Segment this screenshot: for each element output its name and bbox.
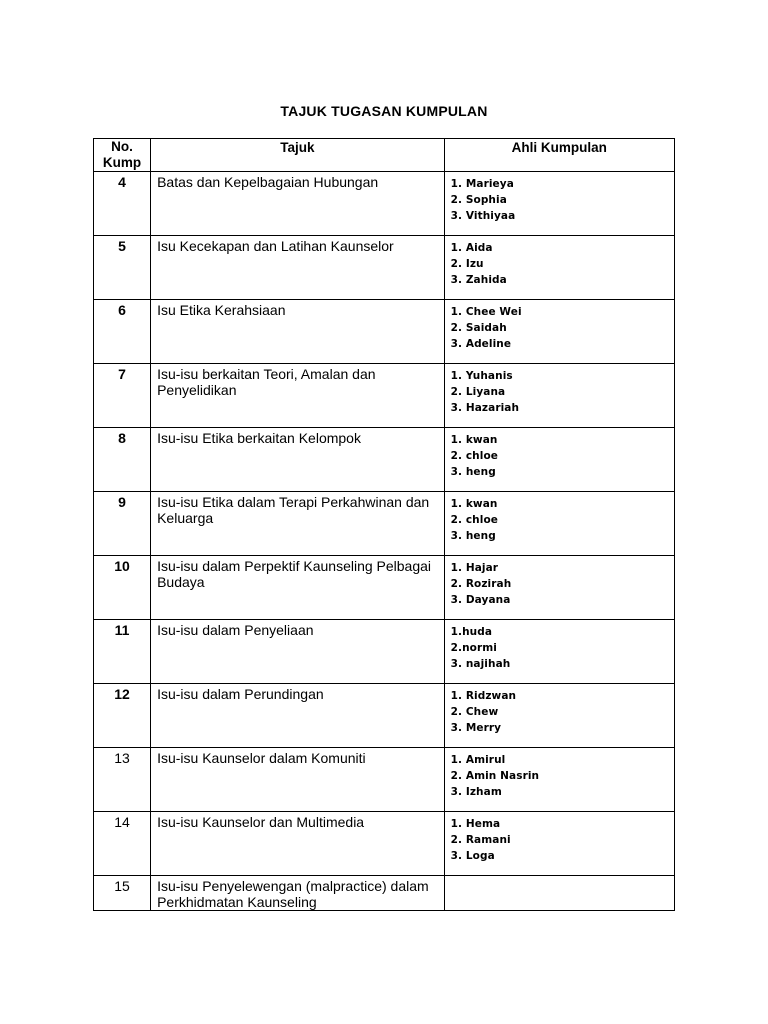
member-name: 1. Aida [450,242,493,254]
table-header-row [94,139,675,172]
member-name: 3. Merry [450,722,502,735]
member-name: 3. Dayana [450,594,511,607]
group-number: 4 [94,172,151,236]
group-number: 7 [94,364,151,428]
table-row [94,876,675,911]
member-name: 1. Marieya [450,178,514,190]
group-members [444,684,674,748]
group-number: 5 [94,236,151,300]
group-members [444,364,674,428]
member-name: 1. Amirul [450,754,506,766]
topic-title: Isu-isu dalam Perpektif Kaunseling Pelbagai Budaya [151,556,445,620]
topic-title: Isu Etika Kerahsiaan [151,300,445,364]
member-name: 1. Hema [450,818,501,830]
table-row [94,620,675,684]
member-name: 3. heng [450,530,496,543]
topic-title: Isu-isu Etika dalam Terapi Perkahwinan dan Keluarga [151,492,445,556]
topic-title: Isu-isu dalam Penyeliaan [151,620,445,684]
table-row [94,492,675,556]
table-row [94,812,675,876]
header-ahli-kumpulan: Ahli Kumpulan [444,139,674,172]
group-members [444,556,674,620]
member-name: 2.normi [450,642,497,655]
group-number: 12 [94,684,151,748]
group-number: 9 [94,492,151,556]
table-row [94,684,675,748]
member-name: 2. Sophia [450,194,507,207]
topic-title: Isu Kecekapan dan Latihan Kaunselor [151,236,445,300]
member-name: 1.huda [450,626,493,638]
member-name: 3. heng [450,466,496,479]
member-name: 3. Izham [450,786,502,799]
table-row [94,748,675,812]
group-members [444,620,674,684]
member-name: 2. Izu [450,258,484,271]
member-name: 2. Ramani [450,834,511,847]
group-members [444,236,674,300]
table-row [94,428,675,492]
member-name: 1. Hajar [450,562,499,574]
member-name: 1. Yuhanis [450,370,513,382]
table-row [94,364,675,428]
group-members [444,492,674,556]
member-name: 2. chloe [450,514,498,527]
member-name: 2. Amin Nasrin [450,770,540,783]
table-row [94,556,675,620]
topic-title: Isu-isu Kaunselor dan Multimedia [151,812,445,876]
member-name: 2. chloe [450,450,498,463]
group-members [444,748,674,812]
group-members [444,172,674,236]
group-members [444,876,674,911]
group-number: 15 [94,876,151,911]
member-name: 3. Hazariah [450,402,520,415]
member-name: 1. kwan [450,498,498,510]
document-title: TAJUK TUGASAN KUMPULAN [280,103,488,119]
topic-title: Batas dan Kepelbagaian Hubungan [151,172,445,236]
topic-title: Isu-isu Etika berkaitan Kelompok [151,428,445,492]
member-name: 2. Saidah [450,322,507,335]
member-name: 1. Ridzwan [450,690,517,702]
member-name: 3. Zahida [450,274,507,287]
member-name: 2. Chew [450,706,499,719]
group-number: 14 [94,812,151,876]
member-name: 2. Liyana [450,386,506,399]
group-members [444,812,674,876]
member-name: 3. najihah [450,658,511,671]
group-assignment-table [93,138,675,911]
group-number: 6 [94,300,151,364]
topic-title: Isu-isu dalam Perundingan [151,684,445,748]
group-number: 13 [94,748,151,812]
group-number: 8 [94,428,151,492]
group-number: 11 [94,620,151,684]
topic-title: Isu-isu Penyelewengan (malpractice) dalam Perkhidmatan Kaunseling [151,876,445,911]
table-row [94,172,675,236]
header-no-kump: No. Kump [94,139,151,172]
table-row [94,300,675,364]
member-name: 3. Loga [450,850,495,863]
group-members [444,428,674,492]
member-name: 1. Chee Wei [450,306,522,318]
member-name: 3. Vithiyaa [450,210,516,223]
table-row [94,236,675,300]
group-number: 10 [94,556,151,620]
group-members [444,300,674,364]
member-name: 1. kwan [450,434,498,446]
topic-title: Isu-isu Kaunselor dalam Komuniti [151,748,445,812]
topic-title: Isu-isu berkaitan Teori, Amalan dan Penyelidikan [151,364,445,428]
member-name: 2. Rozirah [450,578,512,591]
header-tajuk: Tajuk [151,139,445,172]
member-name: 3. Adeline [450,338,512,351]
